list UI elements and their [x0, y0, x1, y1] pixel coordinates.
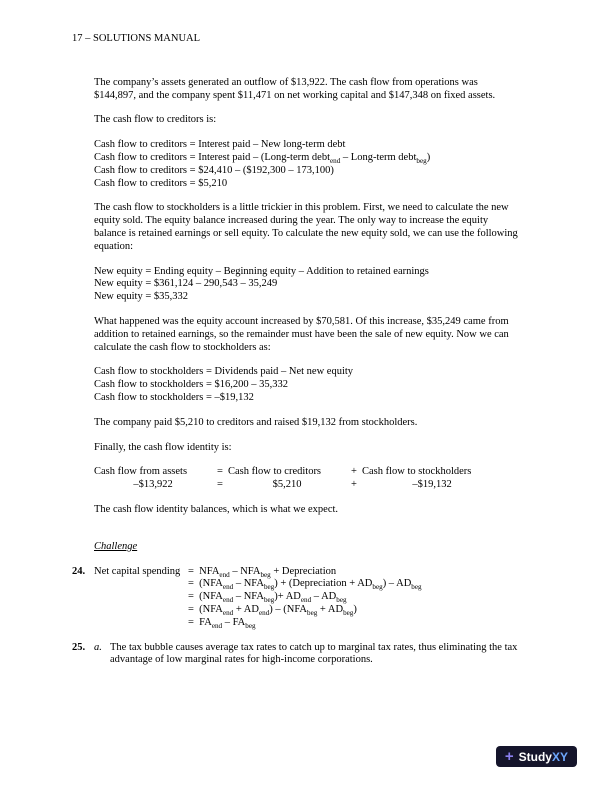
- question-number: 24.: [72, 565, 86, 577]
- equation-line: Cash flow to stockholders = $16,200 – 35,332: [94, 379, 289, 391]
- equation-line: Cash flow to creditors = $5,210: [94, 177, 228, 189]
- studyxy-logo: [496, 746, 577, 767]
- question-25-letter: a.: [94, 641, 102, 653]
- new-equity-equation-block: [94, 266, 520, 304]
- question-24-equations: [188, 566, 520, 630]
- equation-line: Cash flow to creditors = Interest paid – (Long-term debt$_{end}$ – Long-term debt$_{beg}$): [94, 151, 431, 166]
- equation-line: = $(NFA_{end} - NFA_{beg})$ + (Depreciation + $AD_{beg}) - AD_{beg}$: [188, 578, 422, 592]
- identity-cell: Cash flow from assets: [94, 466, 188, 478]
- cash-flow-identity-table: [94, 466, 502, 492]
- identity-cell: Cash flow to stockholders: [362, 466, 472, 478]
- equation-line: = $(NFA_{end} - NFA_{beg})+ AD_{end} - AD_{beg}$: [188, 591, 347, 605]
- identity-cell: $5,210: [272, 479, 302, 491]
- challenge-heading: Challenge: [94, 540, 138, 552]
- identity-cell: –$19,132: [412, 479, 452, 491]
- brand-text: [519, 751, 568, 763]
- paragraph-paid-raised: The company paid $5,210 to creditors and raised $19,132 from stockholders.: [94, 416, 418, 428]
- identity-cell: +: [351, 466, 357, 478]
- equation-line: New equity = Ending equity – Beginning equity – Addition to retained earnings: [94, 265, 429, 277]
- question-24-label: Net capital spending: [94, 565, 181, 577]
- identity-cell: =: [217, 479, 223, 491]
- question-24: [72, 566, 520, 630]
- identity-cell: –$13,922: [133, 479, 173, 491]
- brand-xy: XY: [551, 749, 568, 764]
- paragraph-creditors-intro: The cash flow to creditors is:: [94, 114, 217, 126]
- plus-icon: +: [504, 748, 514, 765]
- identity-cell: Cash flow to creditors: [228, 466, 322, 478]
- equation-line: New equity = $35,332: [94, 291, 188, 303]
- paragraph-identity-intro: Finally, the cash flow identity is:: [94, 441, 232, 453]
- question-number: 25.: [72, 641, 86, 653]
- stockholders-equation-block: [94, 366, 520, 404]
- equation-line: New equity = $361,124 – 290,543 – 35,249: [94, 278, 278, 290]
- page-header: 17 – SOLUTIONS MANUAL: [72, 33, 201, 44]
- equation-line: Cash flow to stockholders = Dividends paid – Net new equity: [94, 366, 354, 378]
- question-25-answer: The tax bubble causes average tax rates to catch up to marginal tax rates, thus eliminating the tax advantage of low marginal rates for high-income corporations.: [110, 641, 518, 666]
- document-body: [72, 33, 520, 679]
- identity-cell: +: [351, 479, 357, 491]
- brand-study: Study: [518, 749, 552, 764]
- equation-line: Cash flow to stockholders = –$19,132: [94, 391, 254, 403]
- equation-line: = $(NFA_{end} + AD_{end}) - (NFA_{beg} + AD_{beg})$: [188, 603, 357, 617]
- paragraph-identity-balances: The cash flow identity balances, which is what we expect.: [94, 503, 339, 515]
- creditors-equation-block: [94, 139, 520, 190]
- equation-line: Cash flow to creditors = $24,410 – ($192,300 – 173,100): [94, 164, 334, 176]
- identity-cell: =: [217, 466, 223, 478]
- paragraph-equity-increase: What happened was the equity account increased by $70,581. Of this increase, $35,249 came from addition to retained earnings, so the remainder must have been the sale of new equity. Now we can calculate the cash flow to stockholders as:: [94, 315, 509, 353]
- equation-line: = $FA_{end} - FA_{beg}$: [188, 616, 256, 630]
- equation-line: = $NFA_{end} - NFA_{beg}$ + Depreciation: [188, 565, 337, 579]
- equation-line: Cash flow to creditors = Interest paid – New long-term debt: [94, 139, 346, 151]
- question-25: [72, 642, 520, 668]
- paragraph-stockholders-explanation: The cash flow to stockholders is a little trickier in this problem. First, we need to calculate the new equity sold. The equity balance increased during the year. The only way to increase the equity balance is retained earnings or sell equity. To calculate the new equity sold, we can use the following equation:: [94, 202, 518, 252]
- paragraph-cash-flow-summary: The company’s assets generated an outflow of $13,922. The cash flow from operations was $144,897, and the company spent $11,471 on net working capital and $147,348 on fixed assets.: [94, 76, 496, 101]
